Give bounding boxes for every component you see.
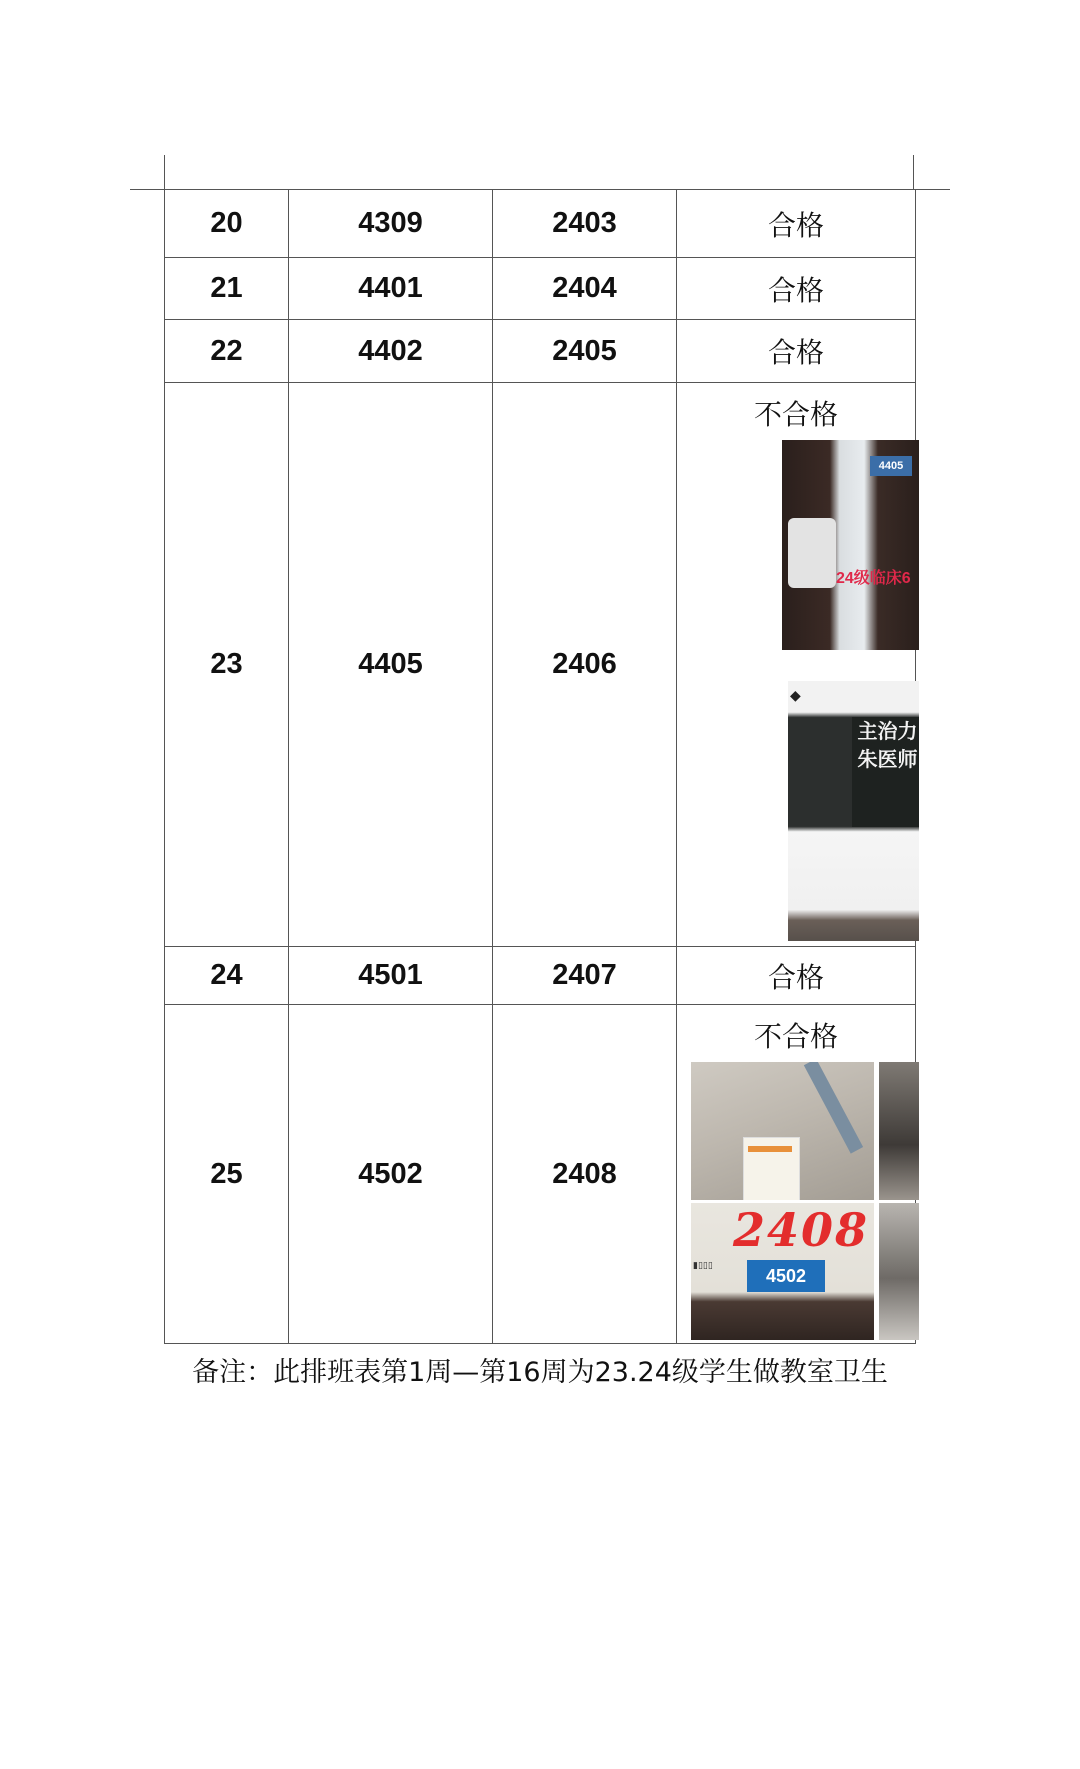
small-label: ▮▯▯▯	[693, 1260, 713, 1270]
row-number: 25	[165, 1005, 289, 1344]
cleaning-inspection-table	[164, 189, 916, 1344]
room-number: 4401	[289, 258, 493, 320]
row-number: 22	[165, 320, 289, 383]
row-number: 23	[165, 383, 289, 947]
table-row	[165, 320, 916, 383]
photo-red-caption: 24级临床6	[836, 570, 911, 587]
inspection-result-with-photos	[677, 383, 916, 947]
row-number: 21	[165, 258, 289, 320]
table-row	[165, 383, 916, 947]
room-number: 4405	[289, 383, 493, 947]
room-plate: 4502	[747, 1260, 825, 1292]
room-number: 4402	[289, 320, 493, 383]
hanging-cloth	[788, 518, 836, 588]
classroom-strip-photo	[879, 1062, 919, 1200]
class-number: 2408	[493, 1005, 677, 1344]
class-number: 2403	[493, 190, 677, 258]
paper-flyer	[743, 1137, 800, 1200]
desk-leg	[804, 1062, 863, 1154]
board-line: 朱医师	[857, 747, 918, 771]
inspection-result: 不合格	[753, 1020, 838, 1053]
table-right-border-stub	[913, 155, 914, 189]
blackboard-photo	[788, 681, 919, 941]
row-number: 20	[165, 190, 289, 258]
inspection-result-with-photos	[677, 1005, 916, 1344]
inspection-result: 合格	[677, 258, 916, 320]
room-number: 4502	[289, 1005, 493, 1344]
footnote: 备注：此排班表第1周—第16周为23.24级学生做教室卫生	[192, 1357, 888, 1388]
class-number: 2404	[493, 258, 677, 320]
room-number: 4309	[289, 190, 493, 258]
table-row	[165, 190, 916, 258]
table-row	[165, 1005, 916, 1344]
table-row	[165, 258, 916, 320]
inspection-result: 合格	[677, 320, 916, 383]
chair-strip-photo	[879, 1203, 919, 1340]
room-number: 4501	[289, 947, 493, 1005]
inspection-result: 合格	[677, 190, 916, 258]
class-number: 2406	[493, 383, 677, 947]
corridor-door-photo	[782, 440, 919, 650]
table-left-border-stub	[164, 155, 165, 189]
handwritten-class-number: 2408	[733, 1203, 870, 1257]
floor-flyer-photo	[691, 1062, 874, 1200]
wall-mark: ◆	[790, 687, 801, 703]
blackboard-writing	[852, 717, 919, 827]
desk-label-photo	[691, 1203, 874, 1340]
inspection-result: 合格	[677, 947, 916, 1005]
flyer-stripe	[748, 1146, 792, 1152]
inspection-result: 不合格	[753, 398, 838, 431]
class-number: 2405	[493, 320, 677, 383]
table-row	[165, 947, 916, 1005]
door-room-sign: 4405	[870, 456, 912, 476]
row-number: 24	[165, 947, 289, 1005]
class-number: 2407	[493, 947, 677, 1005]
board-line: 主治力	[857, 719, 918, 743]
